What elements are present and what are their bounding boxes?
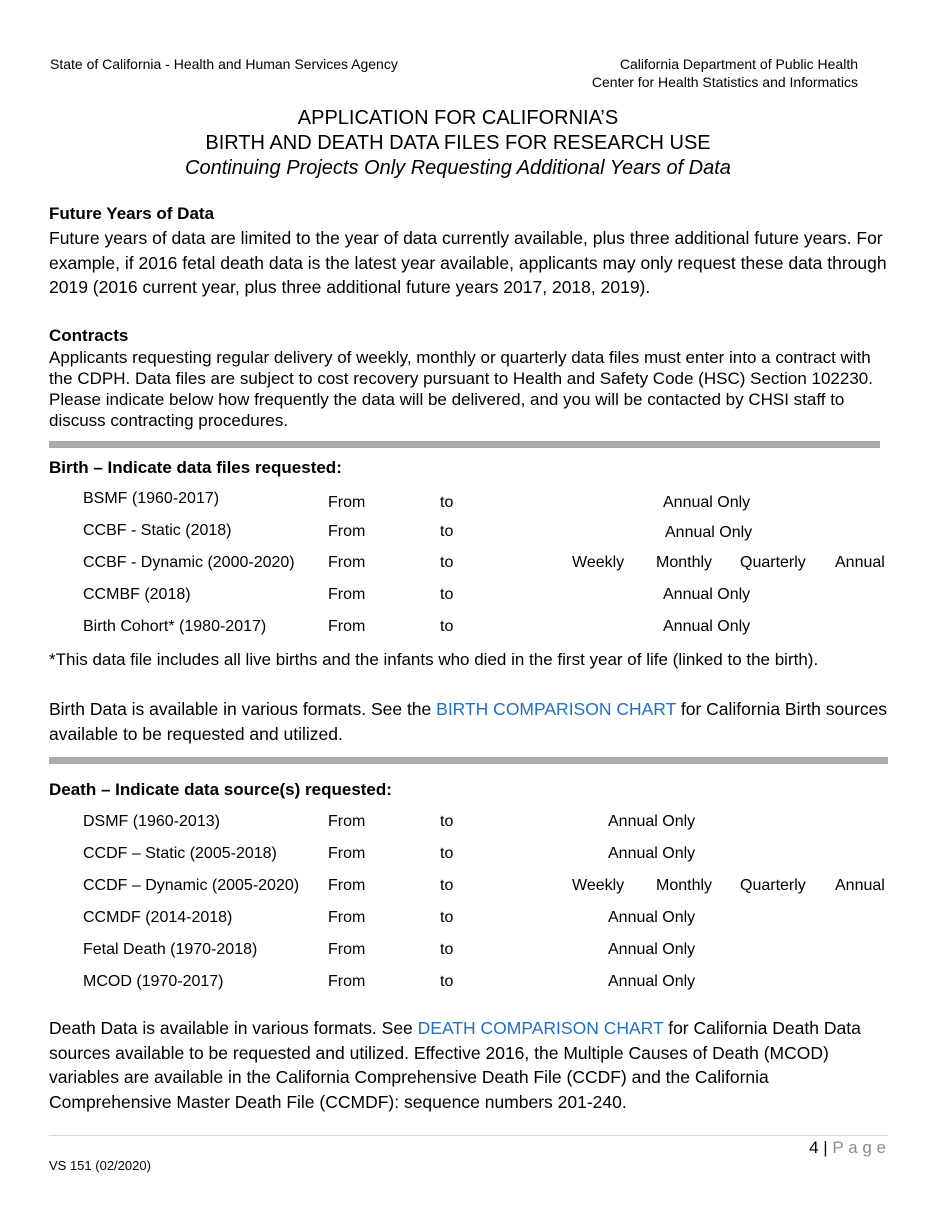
from-label: From — [328, 973, 366, 990]
page-word: P a g e — [832, 1138, 886, 1157]
title-line-2: BIRTH AND DEATH DATA FILES FOR RESEARCH USE — [205, 132, 711, 154]
from-label: From — [328, 523, 366, 540]
birth-formats-text-end: for California Birth sources available to be requested and utilized. — [49, 699, 888, 744]
death-formats-text-end: for California Death Data sources available to be requested and utilized. Effective 2016, the Multiple Causes of Death (MCOD) variables are available in the California Comprehensive Death File (CCDF) and the California Comprehensive Master Death File (CCMDF): sequence numbers 201-240. — [49, 1018, 861, 1112]
page-separator: | — [823, 1138, 828, 1157]
death-formats-text: Death Data is available in various formats. See — [49, 1018, 418, 1038]
annual-only-label: Annual Only — [665, 524, 753, 541]
to-label: to — [440, 554, 454, 571]
to-label: to — [440, 909, 454, 926]
title-subtitle: Continuing Projects Only Requesting Additional Years of Data — [185, 157, 731, 179]
from-label: From — [328, 845, 366, 862]
birth-file-name: CCBF - Dynamic (2000-2020) — [83, 554, 295, 571]
quarterly-label: Quarterly — [740, 877, 806, 894]
death-file-name: MCOD (1970-2017) — [83, 973, 224, 990]
annual-only-label: Annual Only — [608, 909, 696, 926]
birth-comparison-chart-link[interactable]: BIRTH COMPARISON CHART — [436, 699, 676, 719]
contracts-heading: Contracts — [49, 326, 129, 345]
to-label: to — [440, 494, 454, 511]
death-file-name: CCDF – Dynamic (2005-2020) — [83, 877, 300, 894]
weekly-label: Weekly — [572, 877, 625, 894]
annual-only-label: Annual Only — [608, 813, 696, 830]
future-years-body: Future years of data are limited to the year of data currently available, plus three additional future years. For example, if 2016 fetal death data is the latest year available, applicants may only request these data through 2019 (2016 current year, plus three additional future years 2017, 2018, 2019). — [49, 228, 887, 297]
annual-only-label: Annual Only — [608, 973, 696, 990]
page-indicator — [809, 1138, 886, 1158]
death-comparison-chart-link[interactable]: DEATH COMPARISON CHART — [417, 1018, 664, 1038]
weekly-label: Weekly — [572, 554, 625, 571]
death-file-name: CCDF – Static (2005-2018) — [83, 845, 277, 862]
from-label: From — [328, 618, 366, 635]
future-years-heading: Future Years of Data — [49, 204, 215, 223]
header-department: California Department of Public Health — [619, 56, 858, 72]
annual-label: Annual — [835, 554, 885, 571]
annual-only-label: Annual Only — [663, 586, 751, 603]
section-divider-bar — [49, 757, 888, 764]
quarterly-label: Quarterly — [740, 554, 806, 571]
from-label: From — [328, 877, 366, 894]
header-agency: State of California - Health and Human Services Agency — [50, 56, 398, 72]
to-label: to — [440, 941, 454, 958]
to-label: to — [440, 523, 454, 540]
annual-only-label: Annual Only — [608, 941, 696, 958]
from-label: From — [328, 941, 366, 958]
form-id: VS 151 (02/2020) — [49, 1158, 151, 1173]
monthly-label: Monthly — [656, 554, 713, 571]
birth-file-name: CCMBF (2018) — [83, 586, 191, 603]
to-label: to — [440, 877, 454, 894]
death-formats-note — [49, 1016, 889, 1114]
to-label: to — [440, 845, 454, 862]
header-center: Center for Health Statistics and Informatics — [591, 74, 858, 90]
death-file-name: DSMF (1960-2013) — [83, 813, 220, 830]
to-label: to — [440, 618, 454, 635]
death-heading: Death – Indicate data source(s) requested: — [49, 780, 392, 799]
annual-label: Annual — [835, 877, 885, 894]
from-label: From — [328, 909, 366, 926]
contracts-body: Applicants requesting regular delivery of weekly, monthly or quarterly data files must enter into a contract with the CDPH. Data files are subject to cost recovery pursuant to Health and Safety Code (HSC) Section 102230. Please indicate below how frequently the data will be delivered, and you will be contacted by CHSI staff to discuss contracting procedures. — [49, 348, 873, 430]
from-label: From — [328, 554, 366, 571]
birth-file-name: BSMF (1960-2017) — [83, 490, 220, 507]
footer-rule — [49, 1135, 888, 1136]
section-divider-bar — [49, 441, 880, 448]
annual-only-label: Annual Only — [663, 618, 751, 635]
birth-formats-text: Birth Data is available in various formats. See the — [49, 699, 437, 719]
to-label: to — [440, 973, 454, 990]
birth-file-name: CCBF - Static (2018) — [83, 522, 232, 539]
to-label: to — [440, 586, 454, 603]
birth-footnote: *This data file includes all live births and the infants who died in the first year of life (linked to the birth). — [49, 650, 819, 669]
birth-file-name: Birth Cohort* (1980-2017) — [83, 618, 267, 635]
page-number: 4 — [809, 1138, 819, 1157]
from-label: From — [328, 494, 366, 511]
monthly-label: Monthly — [656, 877, 713, 894]
death-file-name: Fetal Death (1970-2018) — [83, 941, 258, 958]
annual-only-label: Annual Only — [608, 845, 696, 862]
birth-heading: Birth – Indicate data files requested: — [49, 458, 342, 477]
title-line-1: APPLICATION FOR CALIFORNIA’S — [297, 107, 619, 129]
to-label: to — [440, 813, 454, 830]
death-file-name: CCMDF (2014-2018) — [83, 909, 233, 926]
birth-formats-note — [49, 697, 899, 746]
from-label: From — [328, 813, 366, 830]
from-label: From — [328, 586, 366, 603]
annual-only-label: Annual Only — [663, 494, 751, 511]
